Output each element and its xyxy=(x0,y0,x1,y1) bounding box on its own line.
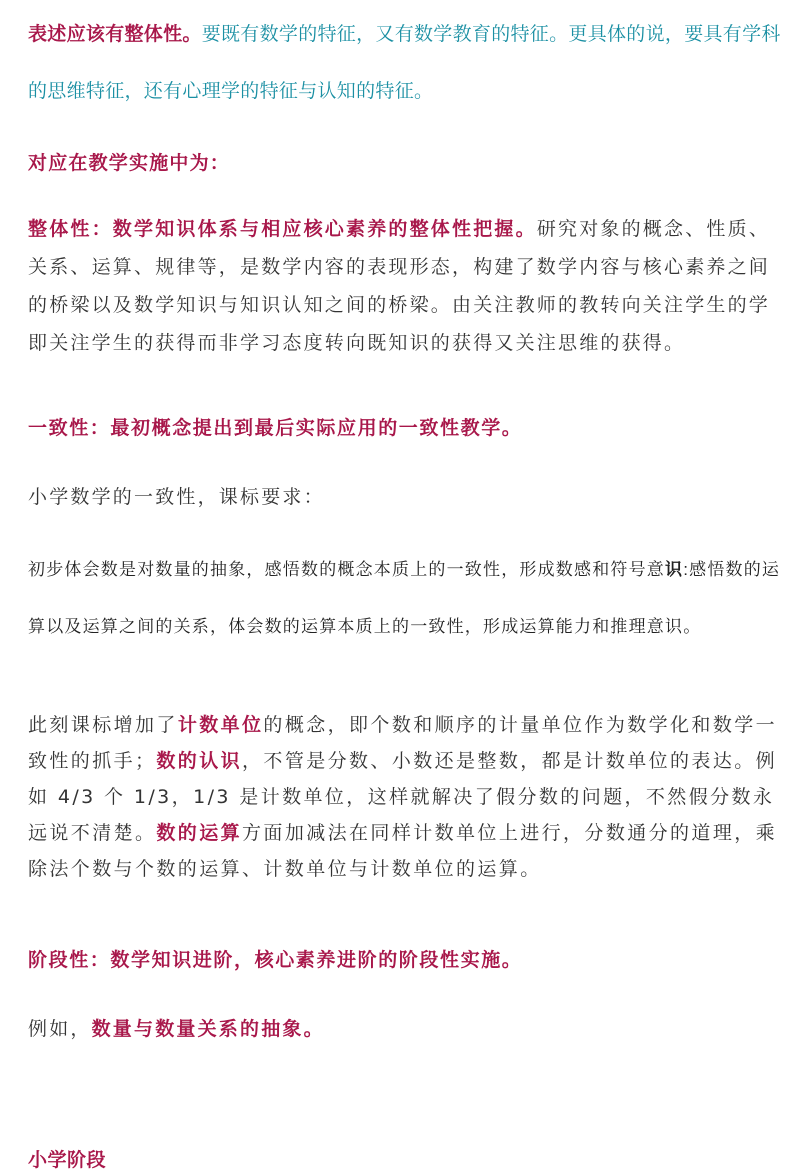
now-text-3: ，不管是分数、小数还是整数，都是计数单位的表达。例如 4/3 个 1/3，1/3 是计数单位，这样就解决了假分数的问题，不然假分数永远说不清楚。 xyxy=(28,750,778,844)
example-bold: 数量与数量关系的抽象。 xyxy=(91,1018,325,1040)
now-bold-3: 数的运算 xyxy=(156,822,243,844)
intro-paragraph xyxy=(28,6,788,120)
requirement-text: 小学数学的一致性，课标要求： xyxy=(28,486,325,508)
example-paragraph xyxy=(28,1014,788,1041)
now-text-1: 此刻课标增加了 xyxy=(28,714,178,736)
wholeness-text: 研究对象的概念、性质、关系、运算、规律等，是数学内容的表现形态，构建了数学内容与核心素养之间的桥梁以及数学知识与知识认知之间的桥梁。由关注教师的教转向关注学生的学即关注学生的获得而非学习态度转向既知识的获得又关注思维的获得。 xyxy=(28,218,771,354)
example-prefix: 例如， xyxy=(28,1018,92,1040)
now-bold-1: 计数单位 xyxy=(177,714,264,736)
initial-text-2: :感悟数的运算以及运算之间的关系，体会数的运算本质上的一致性，形成运算能力和推理意识。 xyxy=(28,560,781,636)
primary-stage-heading: 小学阶段 xyxy=(28,1149,107,1171)
counting-unit-paragraph xyxy=(28,707,788,887)
stage-heading: 阶段性：数学知识进阶，核心素养进阶的阶段性实施。 xyxy=(28,949,523,971)
now-text-4: 方面加减法在同样计数单位上进行，分数通分的道理，乘除法个数与个数的运算、计数单位与计数单位的运算。 xyxy=(28,822,778,880)
initial-bold: 识 xyxy=(665,560,684,579)
intro-text: 要既有数学的特征，又有数学教育的特征。更具体的说，要具有学科的思维特征，还有心理学的特征与认知的特征。 xyxy=(28,23,781,102)
implementation-heading: 对应在教学实施中为： xyxy=(28,152,231,174)
now-bold-2: 数的认识 xyxy=(156,750,243,772)
initial-text-1: 初步体会数是对数量的抽象，感悟数的概念本质上的一致性，形成数感和符号意 xyxy=(28,560,665,579)
wholeness-paragraph xyxy=(28,210,788,362)
now-text-2: 的概念，即个数和顺序的计量单位作为数学化和数学一致性的抓手； xyxy=(28,714,778,772)
wholeness-heading: 整体性：数学知识体系与相应核心素养的整体性把握。 xyxy=(28,218,537,240)
consistency-heading: 一致性：最初概念提出到最后实际应用的一致性教学。 xyxy=(28,417,523,439)
intro-bold: 表述应该有整体性。 xyxy=(28,23,202,45)
initial-paragraph xyxy=(28,541,788,655)
